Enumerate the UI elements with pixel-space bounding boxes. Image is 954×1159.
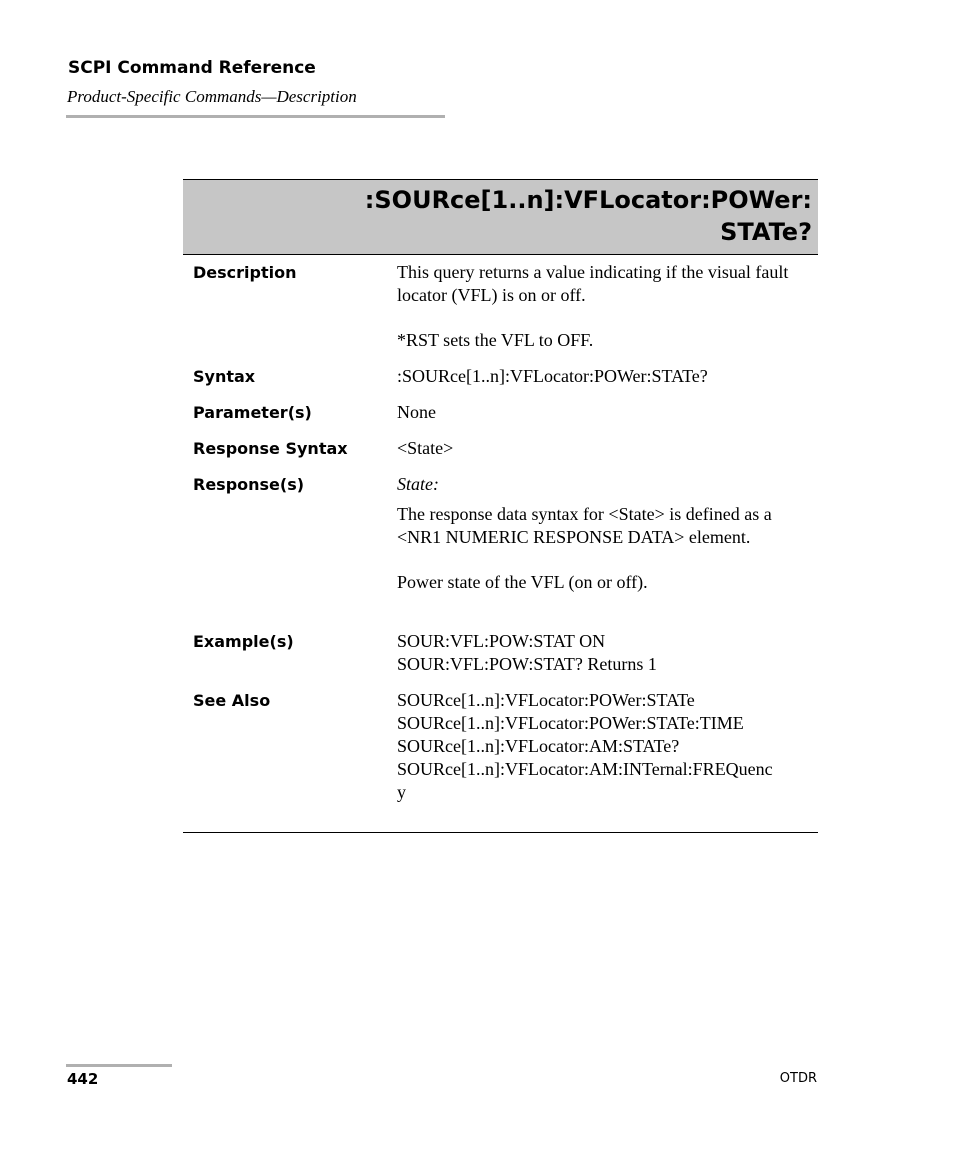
see-also-item: SOURce[1..n]:VFLocator:POWer:STATe xyxy=(397,690,695,710)
description-reset-note: *RST sets the VFL to OFF. xyxy=(397,330,594,350)
see-also-item: SOURce[1..n]:VFLocator:AM:INTernal:FREQuenc xyxy=(397,759,773,779)
section-subtitle: Product-Specific Commands—Description xyxy=(67,87,357,106)
page-number: 442 xyxy=(67,1070,99,1088)
parameters-value: None xyxy=(397,402,436,422)
description-text: This query returns a value indicating if the visual fault locator (VFL) is on or off. xyxy=(397,262,789,305)
response-data-syntax-text: The response data syntax for <State> is defined as a <NR1 NUMERIC RESPONSE DATA> element. xyxy=(397,504,772,547)
footer-divider xyxy=(66,1064,172,1067)
example-line: SOUR:VFL:POW:STAT? Returns 1 xyxy=(397,654,657,674)
response-param-name: State: xyxy=(397,474,439,494)
response-syntax-label: Response Syntax xyxy=(193,439,348,458)
responses-label: Response(s) xyxy=(193,475,305,494)
product-name: OTDR xyxy=(779,1071,817,1086)
syntax-label: Syntax xyxy=(193,367,256,386)
see-also-item: y xyxy=(397,782,406,802)
response-syntax-value: <State> xyxy=(397,438,454,458)
command-title xyxy=(365,184,812,248)
header-divider xyxy=(66,115,445,118)
see-also-value xyxy=(397,689,815,804)
responses-value xyxy=(397,473,815,594)
see-also-label: See Also xyxy=(193,691,271,710)
table-bottom-divider xyxy=(183,832,818,833)
examples-value xyxy=(397,630,815,676)
section-title: SCPI Command Reference xyxy=(68,58,316,78)
command-title-bar xyxy=(183,179,818,255)
description-label: Description xyxy=(193,263,297,282)
parameters-label: Parameter(s) xyxy=(193,403,312,422)
see-also-item: SOURce[1..n]:VFLocator:POWer:STATe:TIME xyxy=(397,713,744,733)
command-title-line2: STATe? xyxy=(720,218,812,246)
syntax-value: :SOURce[1..n]:VFLocator:POWer:STATe? xyxy=(397,366,708,386)
see-also-item: SOURce[1..n]:VFLocator:AM:STATe? xyxy=(397,736,680,756)
command-title-line1: :SOURce[1..n]:VFLocator:POWer: xyxy=(364,186,812,214)
examples-label: Example(s) xyxy=(193,632,294,651)
example-line: SOUR:VFL:POW:STAT ON xyxy=(397,631,606,651)
response-meaning-text: Power state of the VFL (on or off). xyxy=(397,572,648,592)
description-value xyxy=(397,261,815,352)
